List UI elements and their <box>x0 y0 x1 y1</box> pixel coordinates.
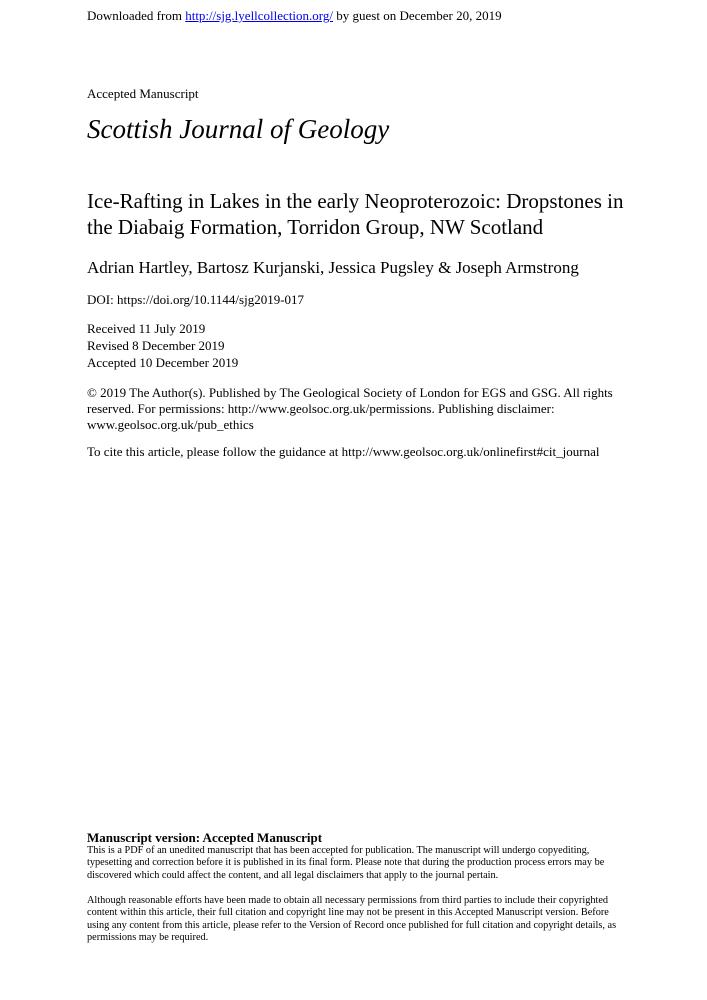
article-title: Ice-Rafting in Lakes in the early Neoproterozoic: Dropstones in the Diabaig Formation, Torridon Group, NW Scotland <box>87 189 624 239</box>
received-date: Received 11 July 2019 <box>87 321 206 336</box>
article-dates <box>87 320 238 371</box>
unedited-disclaimer: This is a PDF of an unedited manuscript that has been accepted for publication. The manuscript will undergo copyediting, typesetting and correction before it is published in its final form. Please note that during the production process errors may be discovered which could affect the content, and all legal disclaimers that apply to the journal pertain. <box>87 845 605 881</box>
download-banner <box>87 8 502 24</box>
accepted-date: Accepted 10 December 2019 <box>87 355 239 370</box>
revised-date: Revised 8 December 2019 <box>87 338 225 353</box>
banner-suffix: by guest on December 20, 2019 <box>333 8 502 23</box>
article-authors: Adrian Hartley, Bartosz Kurjanski, Jessica Pugsley & Joseph Armstrong <box>87 258 579 277</box>
article-doi: DOI: https://doi.org/10.1144/sjg2019-017 <box>87 292 305 307</box>
lyell-collection-link[interactable]: http://sjg.lyellcollection.org/ <box>185 8 334 23</box>
manuscript-version-heading: Manuscript version: Accepted Manuscript <box>87 830 323 845</box>
copyright-notice: © 2019 The Author(s). Published by The Geological Society of London for EGS and GSG. All rights reserved. For permissions: http://www.geolsoc.org.uk/permissions. Publishing disclaimer: www.geolsoc.org.uk/pub_ethics <box>87 385 613 432</box>
banner-prefix: Downloaded from <box>87 8 186 23</box>
manuscript-label: Accepted Manuscript <box>87 86 199 101</box>
cite-instruction: To cite this article, please follow the guidance at http://www.geolsoc.org.uk/onlinefirst#cit_journal <box>87 444 600 459</box>
journal-name: Scottish Journal of Geology <box>87 114 390 144</box>
permissions-disclaimer: Although reasonable efforts have been made to obtain all necessary permissions from third parties to include their copyrighted content within this article, their full citation and copyright line may not be present in this Accepted Manuscript version. Before using any content from this article, please refer to the Version of Record once published for full citation and copyright details, as permissions may be required. <box>87 895 617 943</box>
